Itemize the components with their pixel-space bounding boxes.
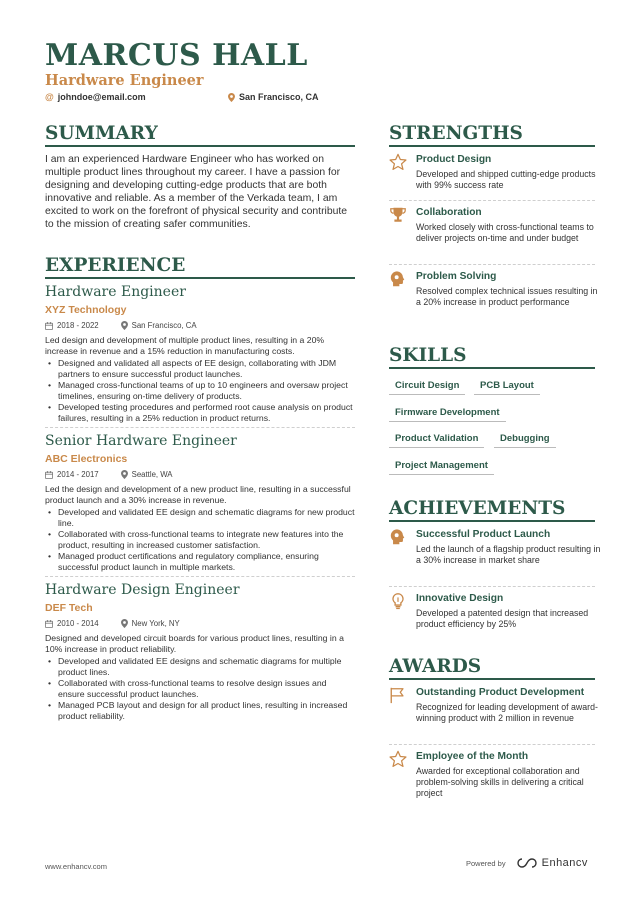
job-location: San Francisco, CA [131, 321, 197, 330]
location-pin-icon [121, 619, 128, 628]
job-title: Senior Hardware Engineer [45, 433, 237, 449]
strength-desc: Resolved complex technical issues resulting in a 20% increase in product performance [416, 286, 598, 307]
job-bullet: • Designed and validated all aspects of EE design, collaborating with JDM partners to ensure successful product launches. [45, 358, 355, 380]
contact-email [45, 92, 146, 102]
job-bullet: • Collaborated with cross-functional teams to integrate new features into the product, resulting in increased customer satisfaction. [45, 529, 355, 551]
award-title: Employee of the Month [416, 751, 529, 762]
location-text: San Francisco, CA [239, 92, 319, 102]
job-company: DEF Tech [45, 602, 93, 614]
job-bullet: • Managed cross-functional teams of up to 10 engineers and oversaw project timelines, ensuring on-time delivery of products. [45, 380, 355, 402]
job-location: Seattle, WA [131, 470, 173, 479]
location-pin-icon [121, 321, 128, 330]
star-icon [389, 153, 407, 171]
strength-desc: Developed and shipped cutting-edge products with 99% success rate [416, 169, 596, 190]
skill-tag: PCB Layout [474, 380, 540, 395]
job-description: Led design and development of multiple product lines, resulting in a 20% increase in revenue and a 15% reduction in manufacturing costs. [45, 335, 325, 356]
job-bullets [45, 507, 355, 573]
job-bullet: • Collaborated with cross-functional teams to resolve design issues and ensure successful product launches. [45, 678, 355, 700]
brand-name: Enhancv [541, 857, 588, 869]
skill-tag: Firmware Development [389, 407, 506, 422]
award-desc: Recognized for leading development of award-winning product with 2 million in revenue [416, 702, 598, 723]
strength-divider [389, 264, 595, 265]
trophy-icon [389, 206, 407, 224]
calendar-icon [45, 471, 53, 479]
summary-heading: SUMMARY [45, 123, 355, 147]
strengths-heading: STRENGTHS [389, 123, 595, 147]
skill-tag: Project Management [389, 460, 494, 475]
achievement-title: Innovative Design [416, 593, 504, 604]
achievements-heading: ACHIEVEMENTS [389, 498, 595, 522]
contact-location [228, 92, 319, 102]
award-divider [389, 744, 595, 745]
job-title: Hardware Engineer [45, 284, 186, 300]
footer-powered [466, 857, 588, 869]
strength-title: Product Design [416, 154, 492, 165]
summary-text: I am an experienced Hardware Engineer who has worked on multiple product lines throughout my career. I have a passion for designing and developing cutting-edge products that are both innovative and reliable. As a member of the Verkada team, I am excited to work on the forefront of physical security and contribute to the mission of creating safer communities. [45, 154, 348, 230]
location-pin-icon [121, 470, 128, 479]
head-icon [389, 528, 407, 546]
job-dates: 2010 - 2014 [57, 619, 99, 628]
job-company: ABC Electronics [45, 453, 128, 465]
job-entry [45, 582, 355, 722]
job-meta [45, 619, 355, 628]
achievement-desc: Developed a patented design that increased product efficiency by 25% [416, 608, 589, 629]
job-bullets [45, 656, 355, 722]
bulb-icon [389, 592, 407, 610]
calendar-icon [45, 322, 53, 330]
job-description: Led the design and development of a new product line, resulting in a successful product launch and a 30% increase in revenue. [45, 484, 351, 505]
strength-divider [389, 200, 595, 201]
at-icon: @ [45, 92, 54, 102]
job-bullet: • Managed product certifications and regulatory compliance, ensuring successful product launch in multiple markets. [45, 551, 355, 573]
achievement-divider [389, 586, 595, 587]
job-entry [45, 284, 355, 424]
job-description: Designed and developed circuit boards for various product lines, resulting in a 10% increase in product reliability. [45, 633, 344, 654]
powered-by-label: Powered by [466, 858, 506, 868]
award-desc: Awarded for exceptional collaboration and problem-solving skills in delivering a critical project [416, 766, 584, 798]
achievement-title: Successful Product Launch [416, 529, 551, 540]
job-meta [45, 470, 355, 479]
footer-website[interactable]: www.enhancv.com [45, 862, 107, 871]
job-company: XYZ Technology [45, 304, 127, 316]
star-icon [389, 750, 407, 768]
award-title: Outstanding Product Development [416, 687, 585, 698]
job-title: Hardware Design Engineer [45, 582, 240, 598]
location-pin-icon [228, 93, 235, 102]
job-divider [45, 576, 355, 577]
skill-tag: Circuit Design [389, 380, 465, 395]
job-location: New York, NY [131, 619, 180, 628]
job-bullet: • Managed PCB layout and design for all product lines, resulting in increased product reliability. [45, 700, 355, 722]
awards-heading: AWARDS [389, 656, 595, 680]
job-bullet: • Developed and validated EE designs and schematic diagrams for multiple product lines. [45, 656, 355, 678]
achievement-desc: Led the launch of a flagship product resulting in a 30% increase in market share [416, 544, 601, 565]
enhancv-logo[interactable] [516, 857, 588, 869]
skills-heading: SKILLS [389, 345, 595, 369]
job-divider [45, 427, 355, 428]
job-bullet: • Developed and validated EE design and schematic diagrams for new product line. [45, 507, 355, 529]
job-dates: 2018 - 2022 [57, 321, 99, 330]
job-entry [45, 433, 355, 573]
job-bullets [45, 358, 355, 424]
calendar-icon [45, 620, 53, 628]
strength-title: Problem Solving [416, 271, 497, 282]
email-text: johndoe@email.com [57, 92, 146, 102]
candidate-role: Hardware Engineer [45, 72, 204, 89]
skill-tag: Debugging [494, 433, 556, 448]
strength-desc: Worked closely with cross-functional teams to deliver projects on-time and under budget [416, 222, 594, 243]
enhancv-logo-icon [516, 857, 538, 869]
strength-title: Collaboration [416, 207, 482, 218]
job-meta [45, 321, 355, 330]
skill-tag: Product Validation [389, 433, 484, 448]
job-bullet: • Developed testing procedures and performed root cause analysis on product failures, resulting in a 25% reduction in product returns. [45, 402, 355, 424]
experience-heading: EXPERIENCE [45, 255, 355, 279]
head-icon [389, 270, 407, 288]
candidate-name: MARCUS HALL [45, 38, 308, 73]
flag-icon [389, 686, 407, 704]
job-dates: 2014 - 2017 [57, 470, 99, 479]
